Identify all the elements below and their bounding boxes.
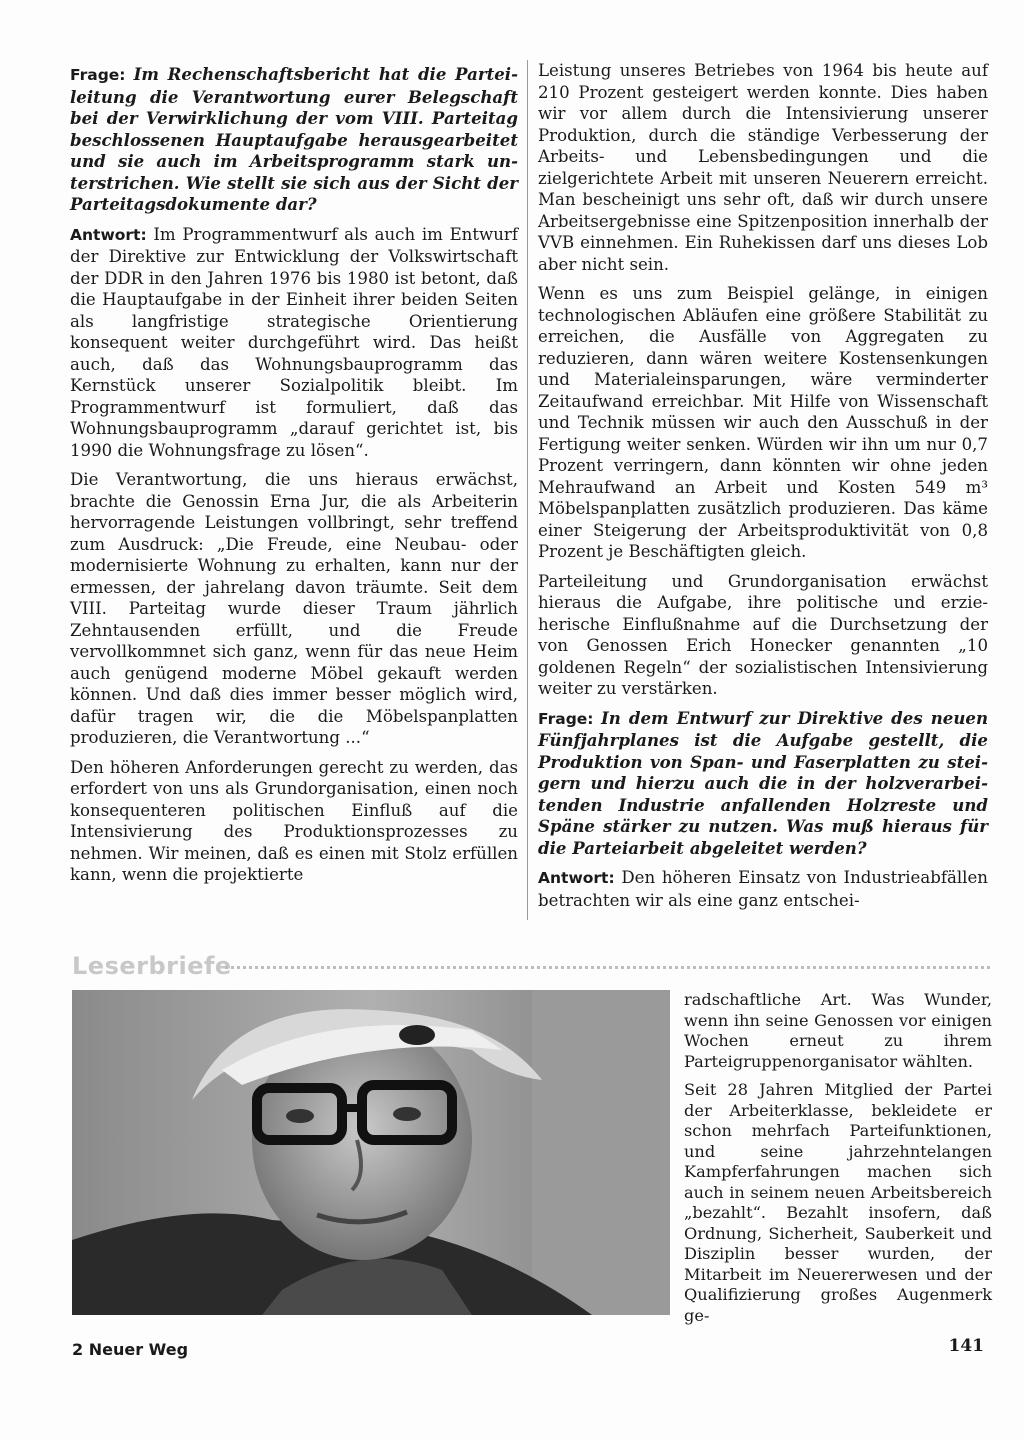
answer-label: Antwort: — [538, 869, 615, 887]
publication-footer: 2 Neuer Weg — [72, 1340, 189, 1359]
question-1 — [70, 64, 518, 216]
paragraph: Parteileitung und Grundorganisation erwächst hieraus die Aufgabe, ihre politische und erzieherische Einflußnahme auf die Durchsetzung der von Genossen Erich Honecker genannten „10 goldenen Regeln“ der sozialistischen Intensivierung weiter zu verstärken. — [538, 571, 988, 698]
question-2 — [538, 708, 988, 860]
answer-text: Den höheren Einsatz von Industrieabfällen betrachten wir als eine ganz entschei- — [538, 868, 988, 910]
paragraph: Seit 28 Jahren Mitglied der Partei der Arbeiterklasse, bekleidete er schon mehrfach Parteifunktionen, und seine jahrzehntelangen Kampferfahrungen machen sich auch in seinem neuen Arbeitsbereich „bezahlt“. Bezahlt insofern, daß Ordnung, Sicherheit, Sauberkeit und Disziplin besser wurden, der Mitarbeit im Neuererwesen und der Qualifizierung großes Augenmerk ge- — [684, 1080, 992, 1325]
answer-2 — [538, 867, 988, 911]
answer-1 — [70, 224, 518, 462]
paragraph: Wenn es uns zum Beispiel gelänge, in einigen technologischen Abläufen eine größere Stabilität zu erreichen, die Ausfälle von Aggregaten zu reduzieren, dann wären weitere Kostensenkungen und Materialeinsparungen, wäre verminderter Zeitaufwand erreichbar. Mit Hilfe von Wissenschaft und Technik müssen wir auch den Ausschuß in der Fertigung weiter senken. Würden wir ihn um nur 0,7 Prozent verringern, dann könnten wir ohne jeden Mehraufwand an Arbeit und Kosten 549 m³ Möbelspanplatten zusätzlich produzieren. Das käme einer Steigerung der Arbeitsproduktivität von 0,8 Prozent je Beschäftigten gleich. — [538, 284, 988, 561]
answer-label: Antwort: — [70, 225, 147, 244]
section-rule — [225, 966, 990, 969]
page-number: 141 — [948, 1336, 984, 1356]
column-divider — [527, 60, 528, 920]
portrait-photo — [72, 990, 670, 1315]
paragraph: Leistung unseres Betriebes von 1964 bis heute auf 210 Prozent gesteigert werden konnte. Dies haben wir vor allem durch die Intensivierung unserer Produktion, durch die ständige Verbesserung der Arbeits- und Lebensbedingungen und die zielgerichtete Arbeit mit unseren Neuerern erreicht. Man bescheinigt uns sehr oft, daß wir durch unsere Arbeitsergebnisse eine Spitzenposition innerhalb der VVB einnehmen. Ein Ruhekissen darf uns dieses Lob aber nicht sein. — [538, 61, 988, 274]
question-text: In dem Entwurf zur Direktive des neuen Fünfjahrplanes ist die Aufgabe gestellt, die Produktion von Span- und Faserplatten zu steigern und hierzu auch die in der holzverarbeitenden Industrie anfallenden Holzreste und Späne stärker zu nutzen. Was muß hieraus für die Parteiarbeit abgeleitet werden? — [538, 707, 989, 858]
right-column — [538, 60, 988, 919]
portrait-illustration — [72, 990, 670, 1315]
paragraph: Die Verantwortung, die uns hieraus erwächst, brachte die Genossin Erna Jur, die als Arbeiterin hervorragende Leistungen vollbringt, sehr treffend zum Ausdruck: „Die Freude, eine Neubau- oder modernisierte Wohnung zu erhalten, kann nur der ermessen, der jahrelang davon träumte. Seit dem VIII. Parteitag wurde dieser Traum jährlich Zehntausenden erfüllt, und die Freude vervollkommnet sich ganz, wenn für das neue Heim auch genügend moderne Möbel gekauft werden können. Und daß dies immer besser möglich wird, dafür tragen wir, die die Möbelspanplatten produzieren, die Verantwortung ...“ — [70, 470, 518, 747]
bottom-column — [684, 990, 992, 1334]
question-label: Frage: — [70, 66, 126, 84]
paragraph: Den höheren Anforderungen gerecht zu werden, das erfordert von uns als Grundorganisation, einen noch konsequenteren politischen Einfluß auf die Intensivierung des Produktionsprozesses zu nehmen. Wir meinen, daß es einen mit Stolz erfüllen kann, wenn die projektierte — [70, 757, 518, 884]
section-heading: Leserbriefe — [72, 952, 232, 980]
left-column — [70, 64, 518, 894]
paragraph: radschaftliche Art. Was Wunder, wenn ihn seine Genossen vor einigen Wochen erneut zu ihrem Parteigruppenorganisator wählten. — [684, 990, 992, 1071]
question-label: Frage: — [538, 709, 594, 728]
question-text: Im Rechenschaftsbericht hat die Parteileitung die Verantwortung eurer Belegschaft bei der Verwirklichung der vom VIII. Parteitag beschlossenen Hauptaufgabe herausgearbeitet und sie auch im Arbeitsprogramm stark unterstrichen. Wie stellt sie sich aus der Sicht der Parteitagsdokumente dar? — [70, 64, 518, 214]
answer-text: Im Programmentwurf als auch im Entwurf der Direktive zur Entwicklung der Volkswirtschaft der DDR in den Jahren 1976 bis 1980 ist betont, daß die Hauptaufgabe in der Einheit ihrer beiden Seiten als langfristige strategische Orientierung konsequent weiter durchgeführt wird. Das heißt auch, daß das Wohnungsbauprogramm das Kernstück unserer Sozialpolitik bleibt. Im Programmentwurf ist formuliert, daß das Wohnungsbauprogramm „darauf gerichtet ist, bis 1990 die Wohnungsfrage zu lösen“. — [70, 224, 519, 460]
